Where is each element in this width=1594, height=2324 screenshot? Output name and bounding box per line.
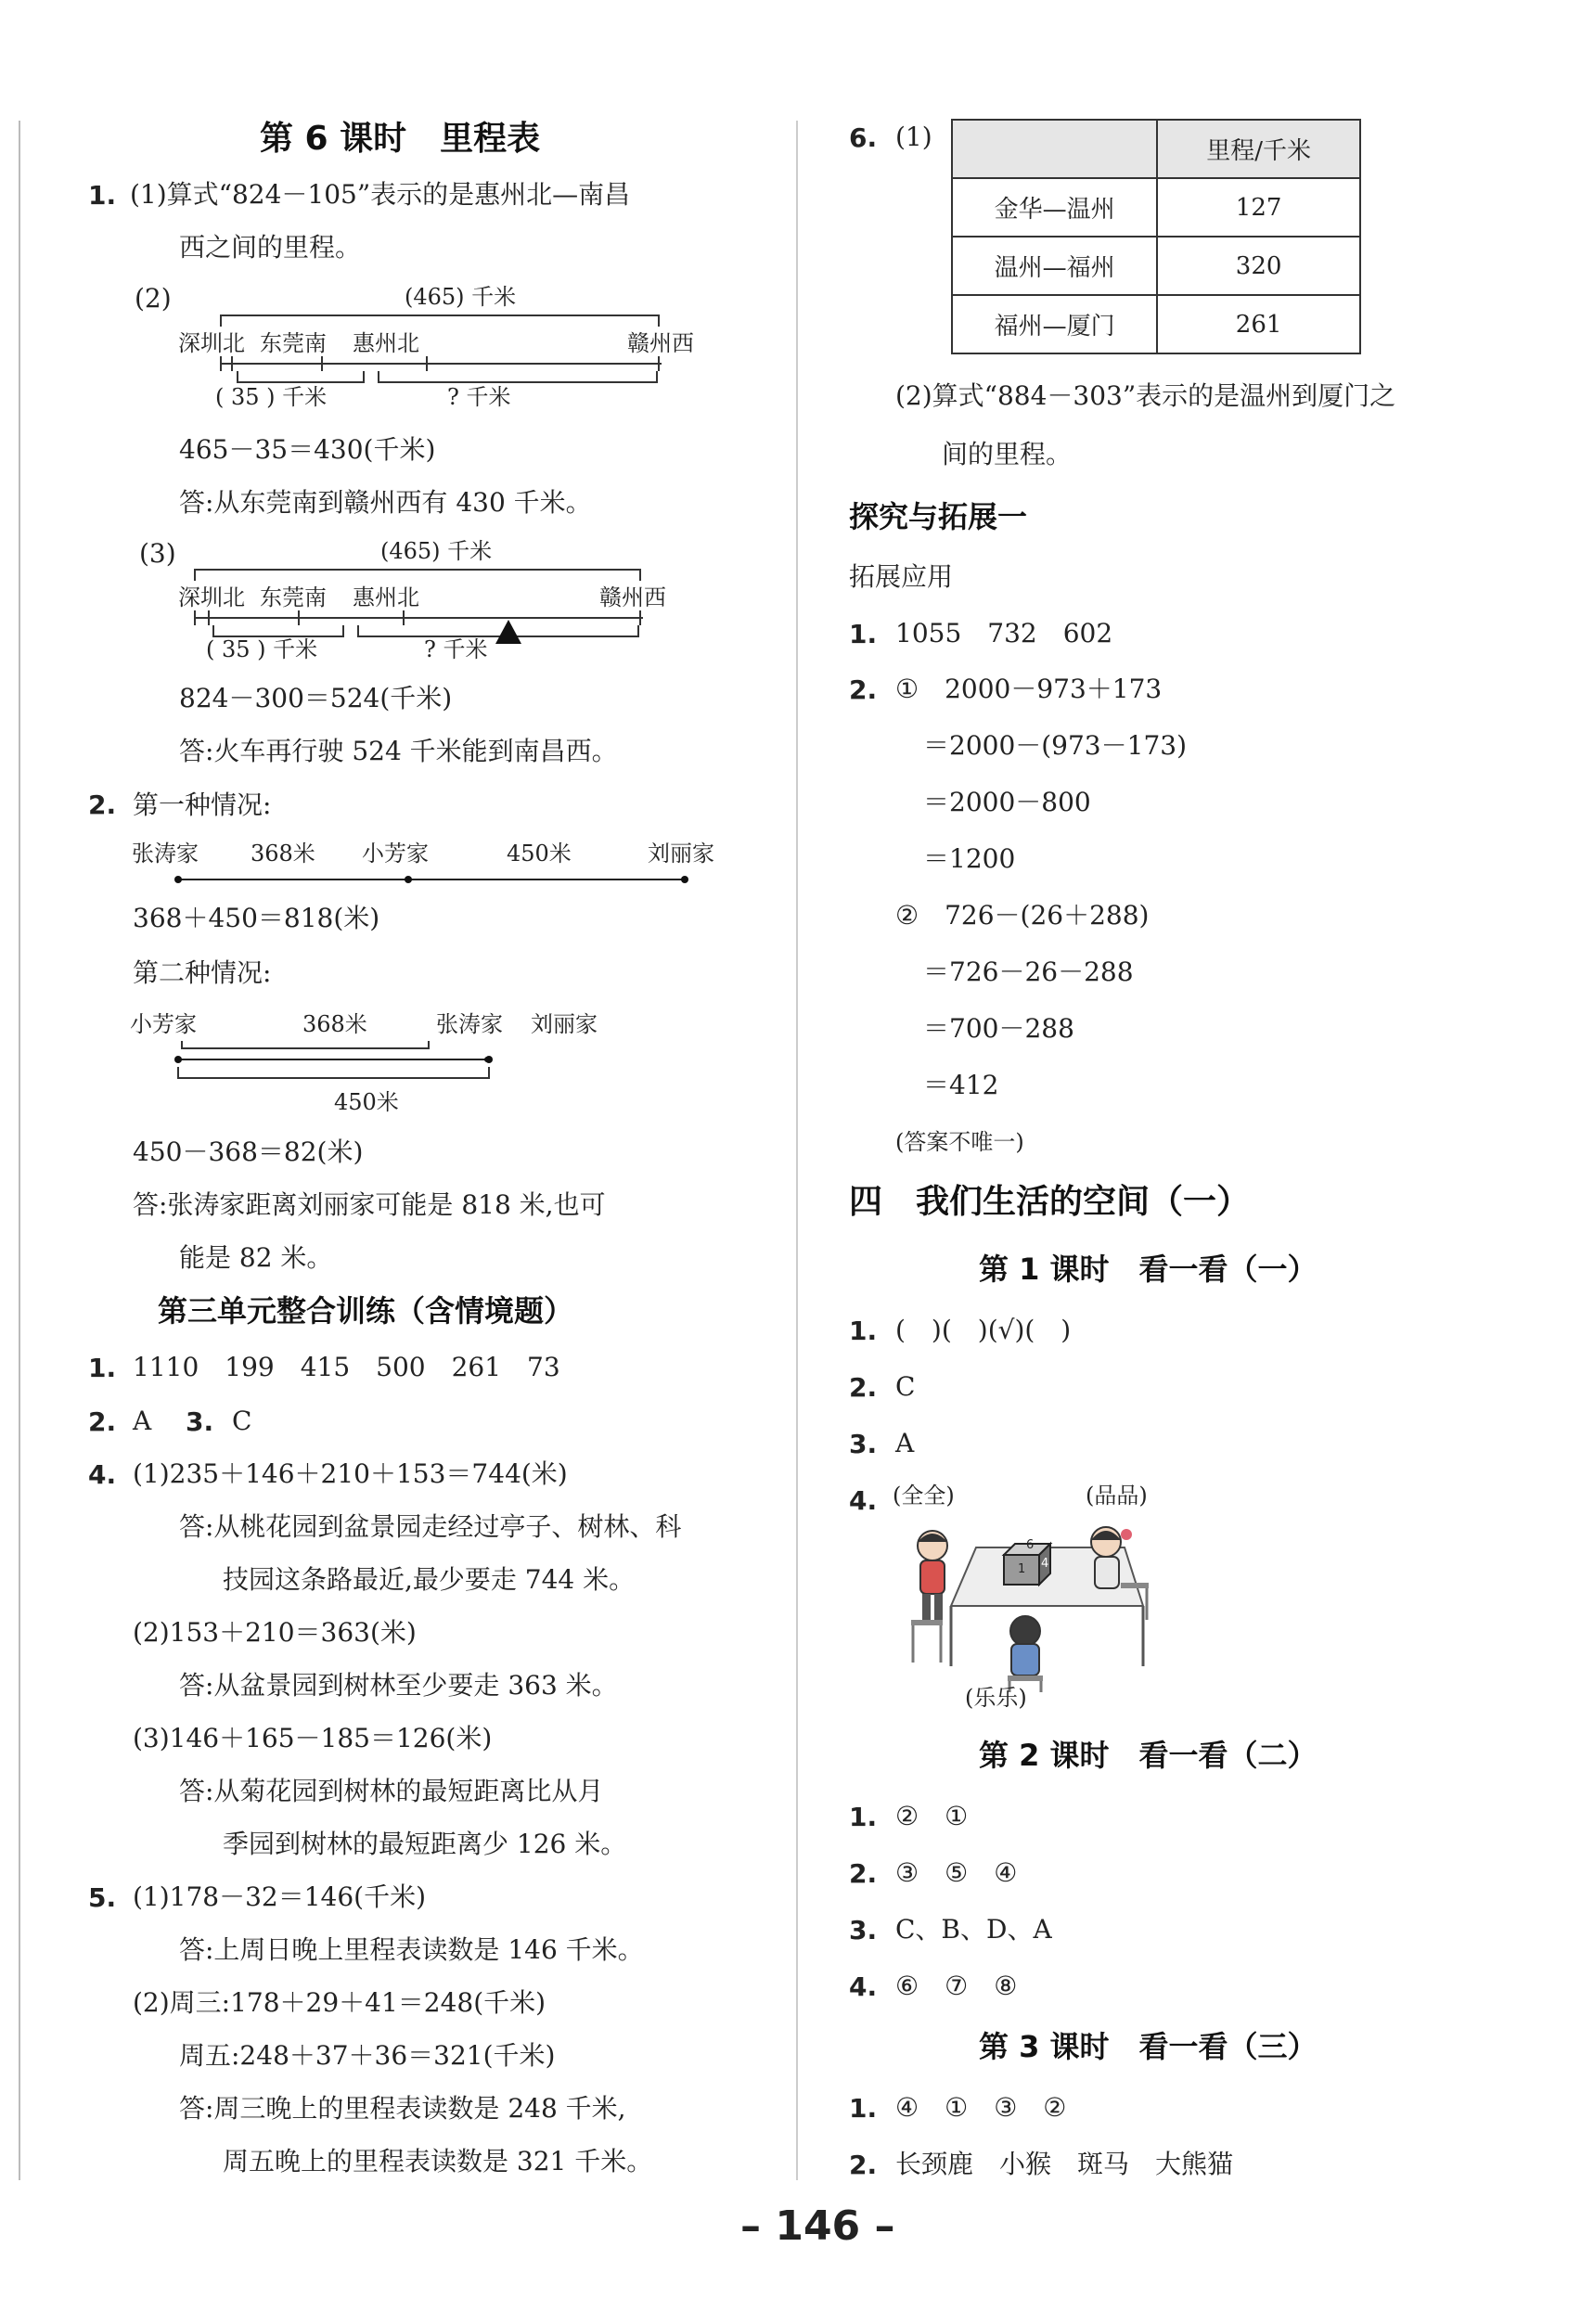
label-liuli: 刘丽家 <box>531 1011 598 1037</box>
station-huizhoubei: 惠州北 <box>353 330 419 356</box>
name-lele: (乐乐) <box>965 1685 1027 1711</box>
l2-q2-answer: ③ ⑤ ④ <box>895 1857 1018 1888</box>
line-segment <box>130 835 742 891</box>
u5-line3: (2)周三:178＋29＋41＝248(千米) <box>133 1987 546 2018</box>
label-zhangtao: 张涛家 <box>436 1011 503 1037</box>
l2-q3-number: 3. <box>849 1915 878 1945</box>
station-ganzhouxi: 赣州西 <box>599 584 666 610</box>
unit3-title: 第三单元整合训练（含情境题） <box>158 1293 574 1329</box>
label-total-450: 450米 <box>334 1089 399 1115</box>
page-number: – 146 – <box>740 2202 895 2250</box>
u5-line2: 答:上周日晚上里程表读数是 146 千米。 <box>179 1934 644 1965</box>
l1-q3-answer: A <box>895 1428 915 1458</box>
label-dist-450: 450米 <box>507 841 572 867</box>
u4-line7: 答:从菊花园到树林的最短距离比从月 <box>179 1776 604 1806</box>
table-cell-route: 温州—福州 <box>952 237 1157 295</box>
bottom-label-a: ( 35 ) 千米 <box>215 384 328 410</box>
e2-line3: ＝2000－800 <box>923 787 1091 817</box>
e2-line5: ② 726－(26＋288) <box>895 900 1150 931</box>
station-dongguannan: 东莞南 <box>260 330 327 356</box>
u3-answer: C <box>232 1406 252 1436</box>
bottom-label-b: ? 千米 <box>447 384 511 410</box>
q2-answer-line1: 答:张涛家距离刘丽家可能是 818 米,也可 <box>133 1189 606 1220</box>
u4-line2: 答:从桃花园到盆景园走经过亭子、树林、科 <box>179 1511 682 1542</box>
l1-q3-number: 3. <box>849 1429 878 1459</box>
q2-calc2: 450－368＝82(米) <box>133 1136 364 1167</box>
label-xiaofang: 小芳家 <box>362 841 429 867</box>
lesson3-title: 第 3 课时 看一看（三） <box>979 2029 1318 2064</box>
page-number-value: 146 <box>775 2202 861 2250</box>
u1-answer: 1110 199 415 500 261 73 <box>133 1352 560 1382</box>
station-shenzhenbei: 深圳北 <box>178 330 245 356</box>
table-scene-illustration <box>891 1481 1169 1713</box>
q1-p2-calc: 465－35＝430(千米) <box>179 434 436 465</box>
explore-subtitle: 拓展应用 <box>849 561 954 592</box>
e2-line7: ＝700－288 <box>923 1013 1074 1044</box>
u4-line3: 技园这条路最近,最少要走 744 米。 <box>223 1564 636 1595</box>
l2-q4-answer: ⑥ ⑦ ⑧ <box>895 1971 1018 2001</box>
label-xiaofang: 小芳家 <box>130 1011 197 1037</box>
l3-q1-number: 1. <box>849 2093 878 2124</box>
lesson6-title: 第 6 课时 里程表 <box>260 120 541 158</box>
scene-drawing <box>891 1481 1169 1713</box>
q2-case1: 第一种情况: <box>133 790 272 820</box>
table-cell-route: 金华—温州 <box>952 178 1157 237</box>
q6-label: (1) <box>895 122 932 152</box>
u4-line4: (2)153＋210＝363(米) <box>133 1617 417 1648</box>
u4-line8: 季园到树林的最短距离少 126 米。 <box>223 1829 627 1859</box>
q2-calc1: 368＋450＝818(米) <box>133 903 380 933</box>
bottom-label-b: ? 千米 <box>424 636 488 662</box>
segment-diagram-2 <box>167 278 714 408</box>
cube-face-side: 4 <box>1041 1557 1049 1571</box>
q1-p3-answer: 答:火车再行驶 524 千米能到南昌西。 <box>179 736 618 766</box>
l2-q3-answer: C、B、D、A <box>895 1914 1052 1945</box>
u4-number: 4. <box>88 1459 117 1490</box>
e1-answer: 1055 732 602 <box>895 618 1113 648</box>
u5-line6: 周五晚上的里程表读数是 321 千米。 <box>223 2146 653 2176</box>
u4-line1: (1)235＋146＋210＋153＝744(米) <box>133 1458 568 1489</box>
l1-q1-answer: ( )( )(√)( ) <box>895 1315 1072 1345</box>
mileage-table <box>951 119 1361 354</box>
q6-p2-line2: 间的里程。 <box>942 439 1073 469</box>
station-shenzhenbei: 深圳北 <box>178 584 245 610</box>
cube-face-front: 1 <box>1018 1562 1026 1576</box>
l2-q1-number: 1. <box>849 1802 878 1832</box>
l2-q4-number: 4. <box>849 1971 878 2002</box>
cube-face-top: 6 <box>1026 1538 1035 1552</box>
e2-line2: ＝2000－(973－173) <box>923 730 1187 761</box>
q1-number: 1. <box>88 180 117 211</box>
diagram-top-label: (465) 千米 <box>380 538 493 564</box>
name-quanquan: (全全) <box>893 1483 955 1509</box>
e2-line4: ＝1200 <box>923 843 1016 874</box>
table-row <box>952 237 1360 295</box>
e2-line1: ① 2000－973＋173 <box>895 674 1163 704</box>
label-liuli: 刘丽家 <box>648 841 714 867</box>
l2-q2-number: 2. <box>849 1858 878 1889</box>
label-dist-368: 368米 <box>302 1011 367 1037</box>
label-zhangtao: 张涛家 <box>132 841 199 867</box>
q1-p3-label: (3) <box>139 538 176 569</box>
l1-q2-answer: C <box>895 1371 916 1402</box>
station-ganzhouxi: 赣州西 <box>627 330 694 356</box>
segment-diagram-3 <box>167 533 714 667</box>
u5-line1: (1)178－32＝146(千米) <box>133 1881 427 1912</box>
u5-number: 5. <box>88 1882 117 1913</box>
e2-line8: ＝412 <box>923 1070 999 1100</box>
q2-number: 2. <box>88 790 117 820</box>
table-cell-route: 福州—厦门 <box>952 295 1157 353</box>
column-divider <box>796 121 798 2180</box>
q6-number: 6. <box>849 122 878 153</box>
label-dist-368: 368米 <box>251 841 315 867</box>
l2-q1-answer: ② ① <box>895 1801 969 1831</box>
table-cell-km: 127 <box>1157 178 1360 237</box>
name-pinpin: (品品) <box>1086 1483 1148 1509</box>
q1-p1-line2: 西之间的里程。 <box>179 232 362 263</box>
table-header-row <box>952 120 1360 178</box>
distance-diagram-case2 <box>130 1002 649 1123</box>
table-row <box>952 295 1360 353</box>
e1-number: 1. <box>849 619 878 649</box>
q2-case2: 第二种情况: <box>133 957 272 988</box>
l3-q1-answer: ④ ① ③ ② <box>895 2092 1067 2123</box>
unit4-title: 四 我们生活的空间（一） <box>849 1183 1251 1221</box>
diagram-top-label: (465) 千米 <box>405 284 517 310</box>
e2-line6: ＝726－26－288 <box>923 957 1134 987</box>
bottom-label-a: ( 35 ) 千米 <box>206 636 318 662</box>
distance-diagram-case1 <box>130 835 742 891</box>
table-row <box>952 178 1360 237</box>
u2-answer: A <box>133 1406 152 1436</box>
u5-line4: 周五:248＋37＋36＝321(千米) <box>179 2040 556 2071</box>
l1-q1-number: 1. <box>849 1316 878 1346</box>
e2-note: (答案不唯一) <box>895 1129 1024 1155</box>
u5-line5: 答:周三晚上的里程表读数是 248 千米, <box>179 2093 626 2124</box>
table-cell-km: 261 <box>1157 295 1360 353</box>
l3-q2-number: 2. <box>849 2150 878 2180</box>
table-header-empty <box>952 120 1157 178</box>
table-cell-km: 320 <box>1157 237 1360 295</box>
u2-number: 2. <box>88 1406 117 1437</box>
q6-p2-line1: (2)算式“884－303”表示的是温州到厦门之 <box>895 380 1396 411</box>
u1-number: 1. <box>88 1353 117 1383</box>
train-marker-icon <box>495 620 521 644</box>
u4-line6: (3)146＋165－185＝126(米) <box>133 1723 493 1753</box>
l1-q2-number: 2. <box>849 1372 878 1403</box>
lesson1-title: 第 1 课时 看一看（一） <box>979 1252 1318 1287</box>
lesson2-title: 第 2 课时 看一看（二） <box>979 1738 1318 1773</box>
q2-answer-line2: 能是 82 米。 <box>179 1242 333 1273</box>
q1-p3-calc: 824－300＝524(千米) <box>179 683 453 713</box>
left-margin-line <box>19 121 20 2180</box>
q1-p1-line1: (1)算式“824－105”表示的是惠州北—南昌 <box>130 179 631 210</box>
explore-title: 探究与拓展一 <box>849 499 1028 534</box>
q1-p2-answer: 答:从东莞南到赣州西有 430 千米。 <box>179 487 592 518</box>
l1-q4-number: 4. <box>849 1485 878 1516</box>
station-huizhoubei: 惠州北 <box>353 584 419 610</box>
l3-q2-answer: 长颈鹿 小猴 斑马 大熊猫 <box>895 2149 1234 2179</box>
q1-p2-label: (2) <box>135 283 172 314</box>
station-dongguannan: 东莞南 <box>260 584 327 610</box>
u3-number: 3. <box>186 1406 214 1437</box>
e2-number: 2. <box>849 674 878 705</box>
u4-line5: 答:从盆景园到树林至少要走 363 米。 <box>179 1670 618 1701</box>
table-header: 里程/千米 <box>1157 120 1360 178</box>
